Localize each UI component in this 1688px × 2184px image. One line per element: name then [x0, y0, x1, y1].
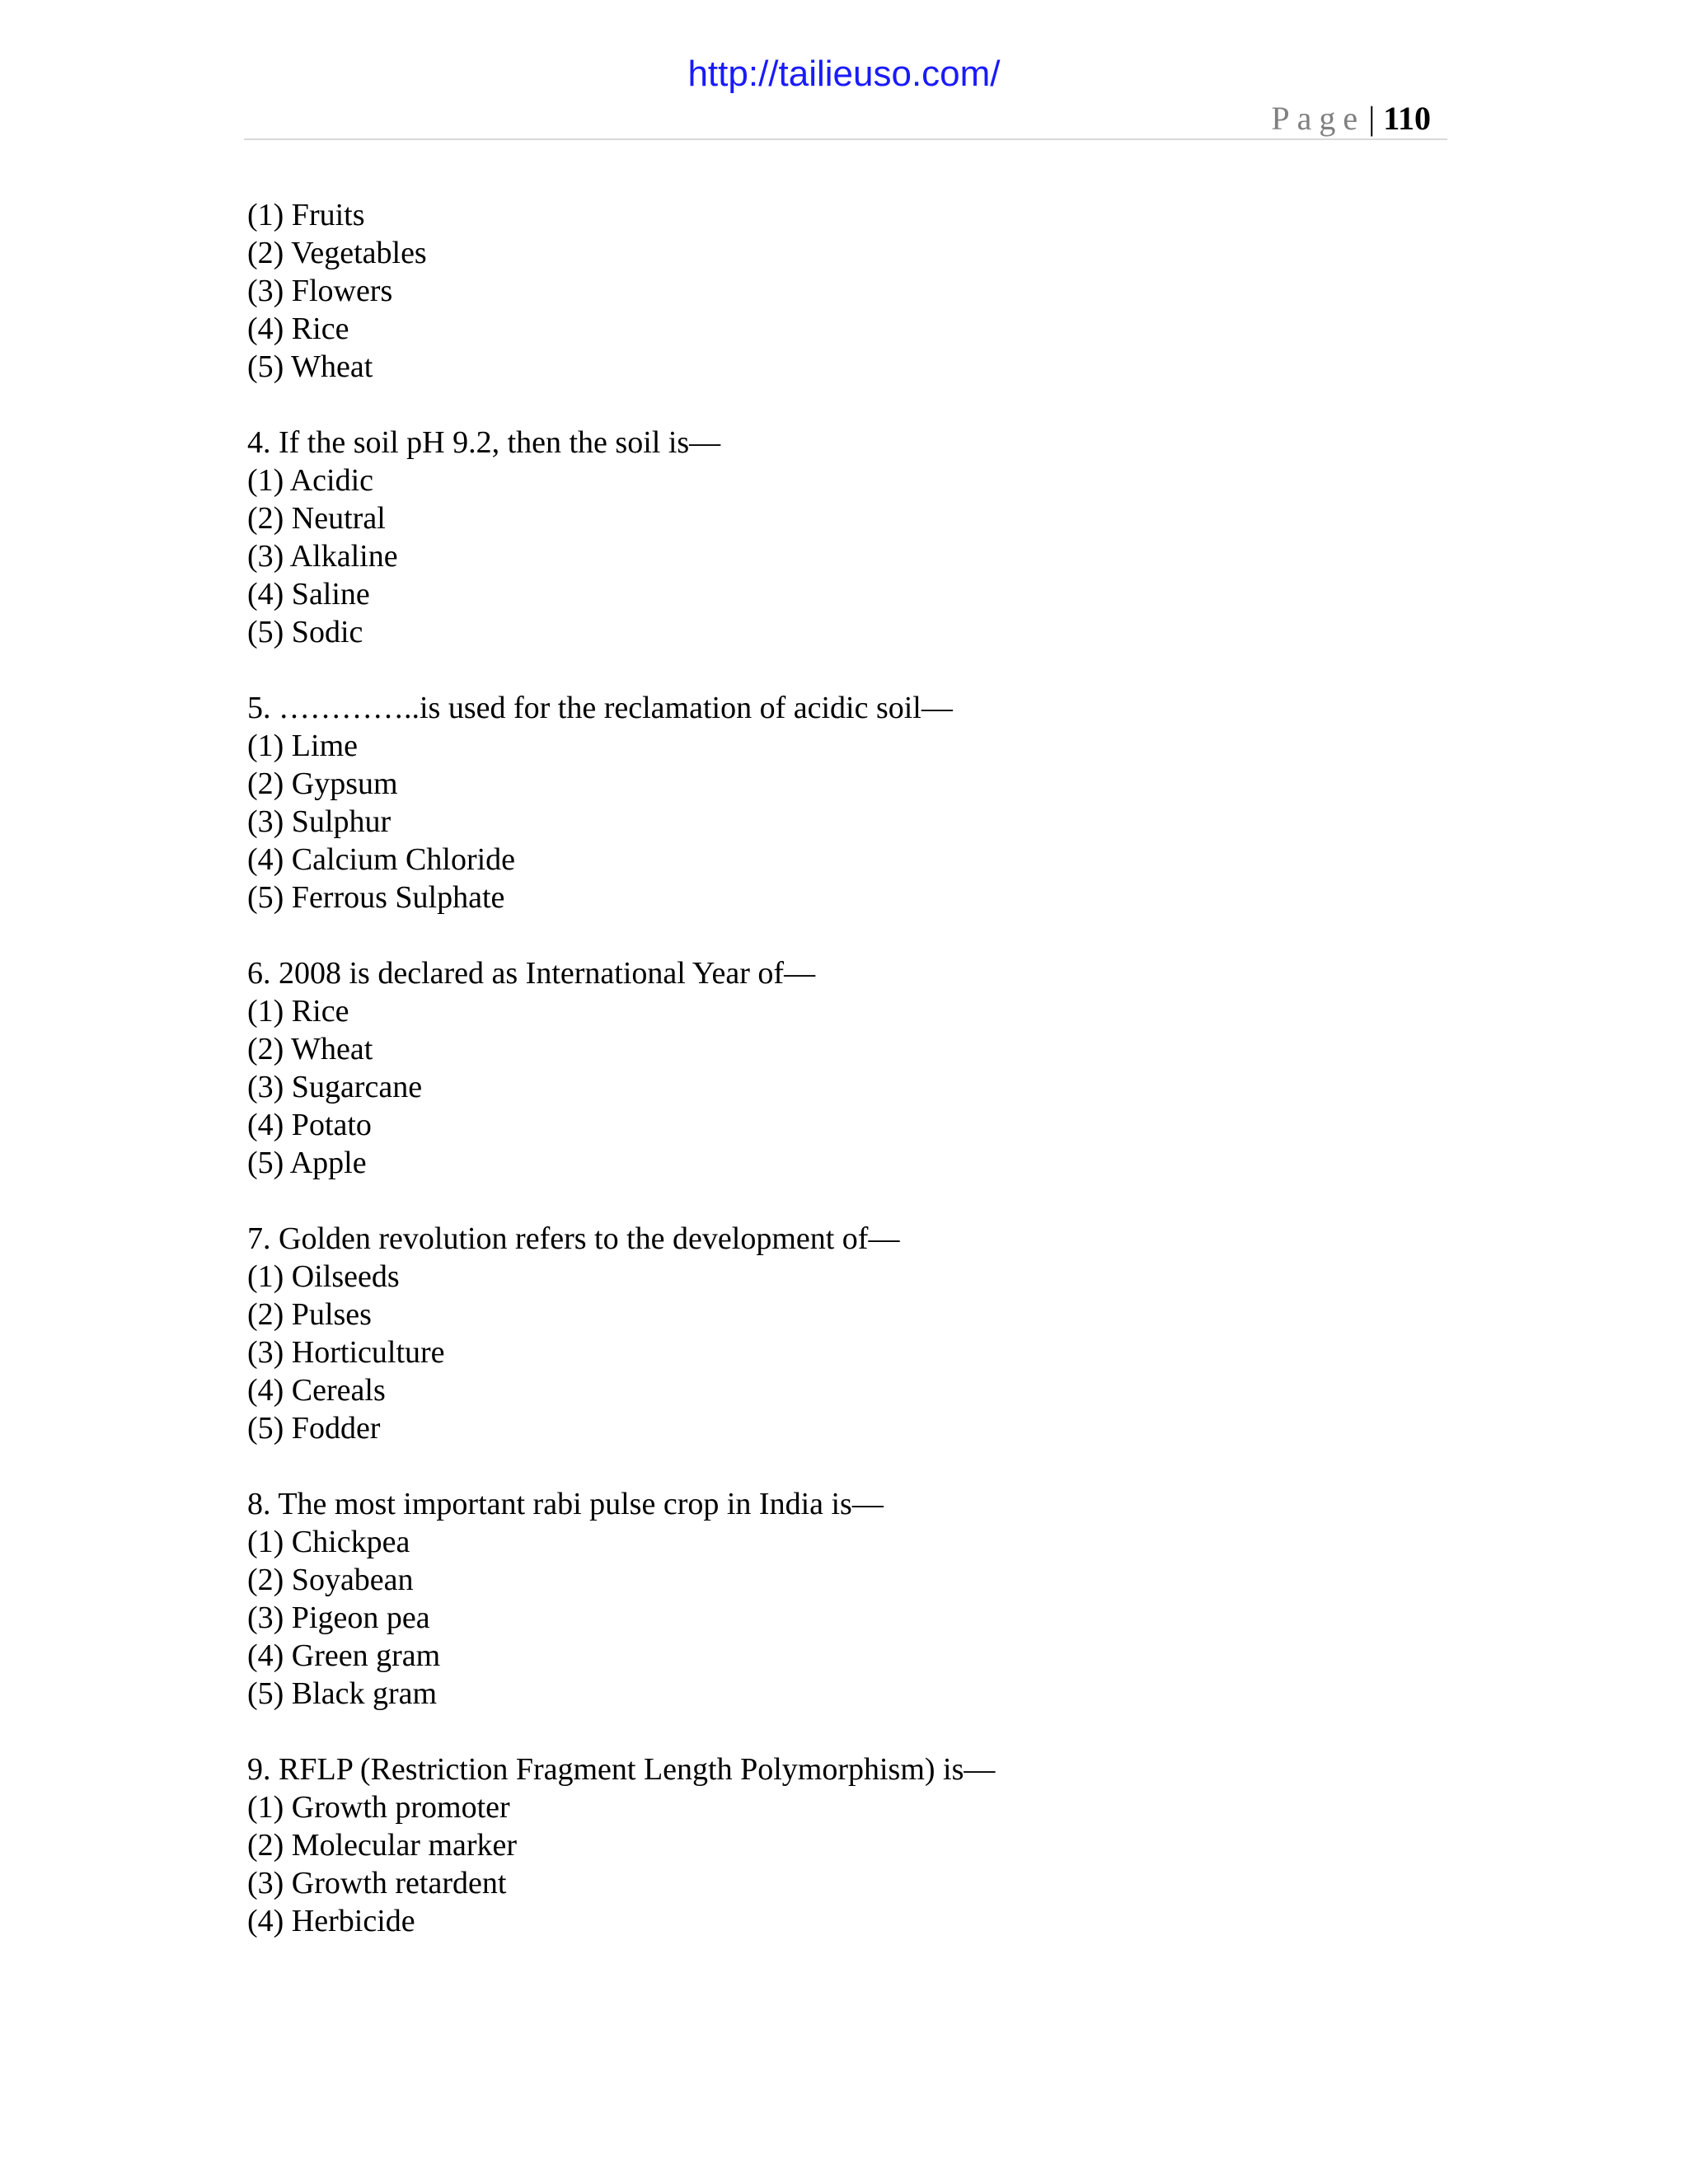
question-block-4	[247, 424, 1442, 651]
option: (1) Rice	[247, 994, 349, 1029]
option: (3) Flowers	[247, 274, 393, 308]
option: (2) Soyabean	[247, 1563, 414, 1597]
option: (4) Saline	[247, 577, 370, 612]
option: (2) Pulses	[247, 1297, 372, 1332]
option: (2) Wheat	[247, 1032, 373, 1066]
option: (4) Herbicide	[247, 1904, 415, 1938]
question-text: 7. Golden revolution refers to the development of—	[247, 1221, 900, 1256]
option: (4) Green gram	[247, 1638, 441, 1673]
option: (5) Fodder	[247, 1411, 381, 1446]
document-body	[247, 196, 1442, 1978]
option: (4) Potato	[247, 1108, 372, 1142]
page-number: 110	[1383, 100, 1431, 137]
option: (1) Fruits	[247, 198, 365, 232]
option: (4) Cereals	[247, 1373, 386, 1408]
header-url-link[interactable]: http://tailieuso.com/	[687, 54, 1001, 94]
question-block-6	[247, 954, 1442, 1182]
option: (1) Oilseeds	[247, 1259, 400, 1294]
option: (4) Calcium Chloride	[247, 842, 516, 877]
page-word: Page	[1271, 100, 1366, 137]
question-text: 9. RFLP (Restriction Fragment Length Polymorphism) is—	[247, 1752, 996, 1787]
option: (3) Pigeon pea	[247, 1601, 430, 1635]
question-text: 6. 2008 is declared as International Year of—	[247, 956, 816, 991]
page-separator: |	[1368, 100, 1376, 137]
question-text: 4. If the soil pH 9.2, then the soil is—	[247, 425, 721, 460]
option: (5) Wheat	[247, 349, 373, 384]
option: (5) Black gram	[247, 1676, 438, 1711]
option: (3) Sugarcane	[247, 1070, 423, 1104]
page-number-label	[1271, 97, 1431, 140]
option: (3) Sulphur	[247, 804, 392, 839]
option: (1) Chickpea	[247, 1525, 410, 1559]
question-text: 8. The most important rabi pulse crop in India is—	[247, 1487, 884, 1521]
option: (1) Lime	[247, 729, 359, 763]
option: (5) Sodic	[247, 615, 363, 649]
option: (3) Alkaline	[247, 539, 398, 574]
option: (2) Neutral	[247, 501, 386, 536]
option: (5) Apple	[247, 1146, 367, 1180]
question-block-7	[247, 1220, 1442, 1447]
question-text: 5. …………..is used for the reclamation of acidic soil—	[247, 691, 953, 725]
option: (2) Gypsum	[247, 766, 398, 801]
option: (1) Growth promoter	[247, 1790, 510, 1825]
option: (2) Molecular marker	[247, 1828, 518, 1863]
header-divider	[244, 138, 1447, 140]
option: (3) Growth retardent	[247, 1866, 507, 1900]
option: (3) Horticulture	[247, 1335, 445, 1370]
option: (5) Ferrous Sulphate	[247, 880, 505, 915]
continued-question-block	[247, 196, 1442, 386]
option: (2) Vegetables	[247, 236, 427, 270]
option: (1) Acidic	[247, 463, 374, 498]
option: (4) Rice	[247, 312, 349, 346]
question-block-8	[247, 1485, 1442, 1713]
question-block-5	[247, 689, 1442, 916]
question-block-9	[247, 1750, 1442, 1940]
